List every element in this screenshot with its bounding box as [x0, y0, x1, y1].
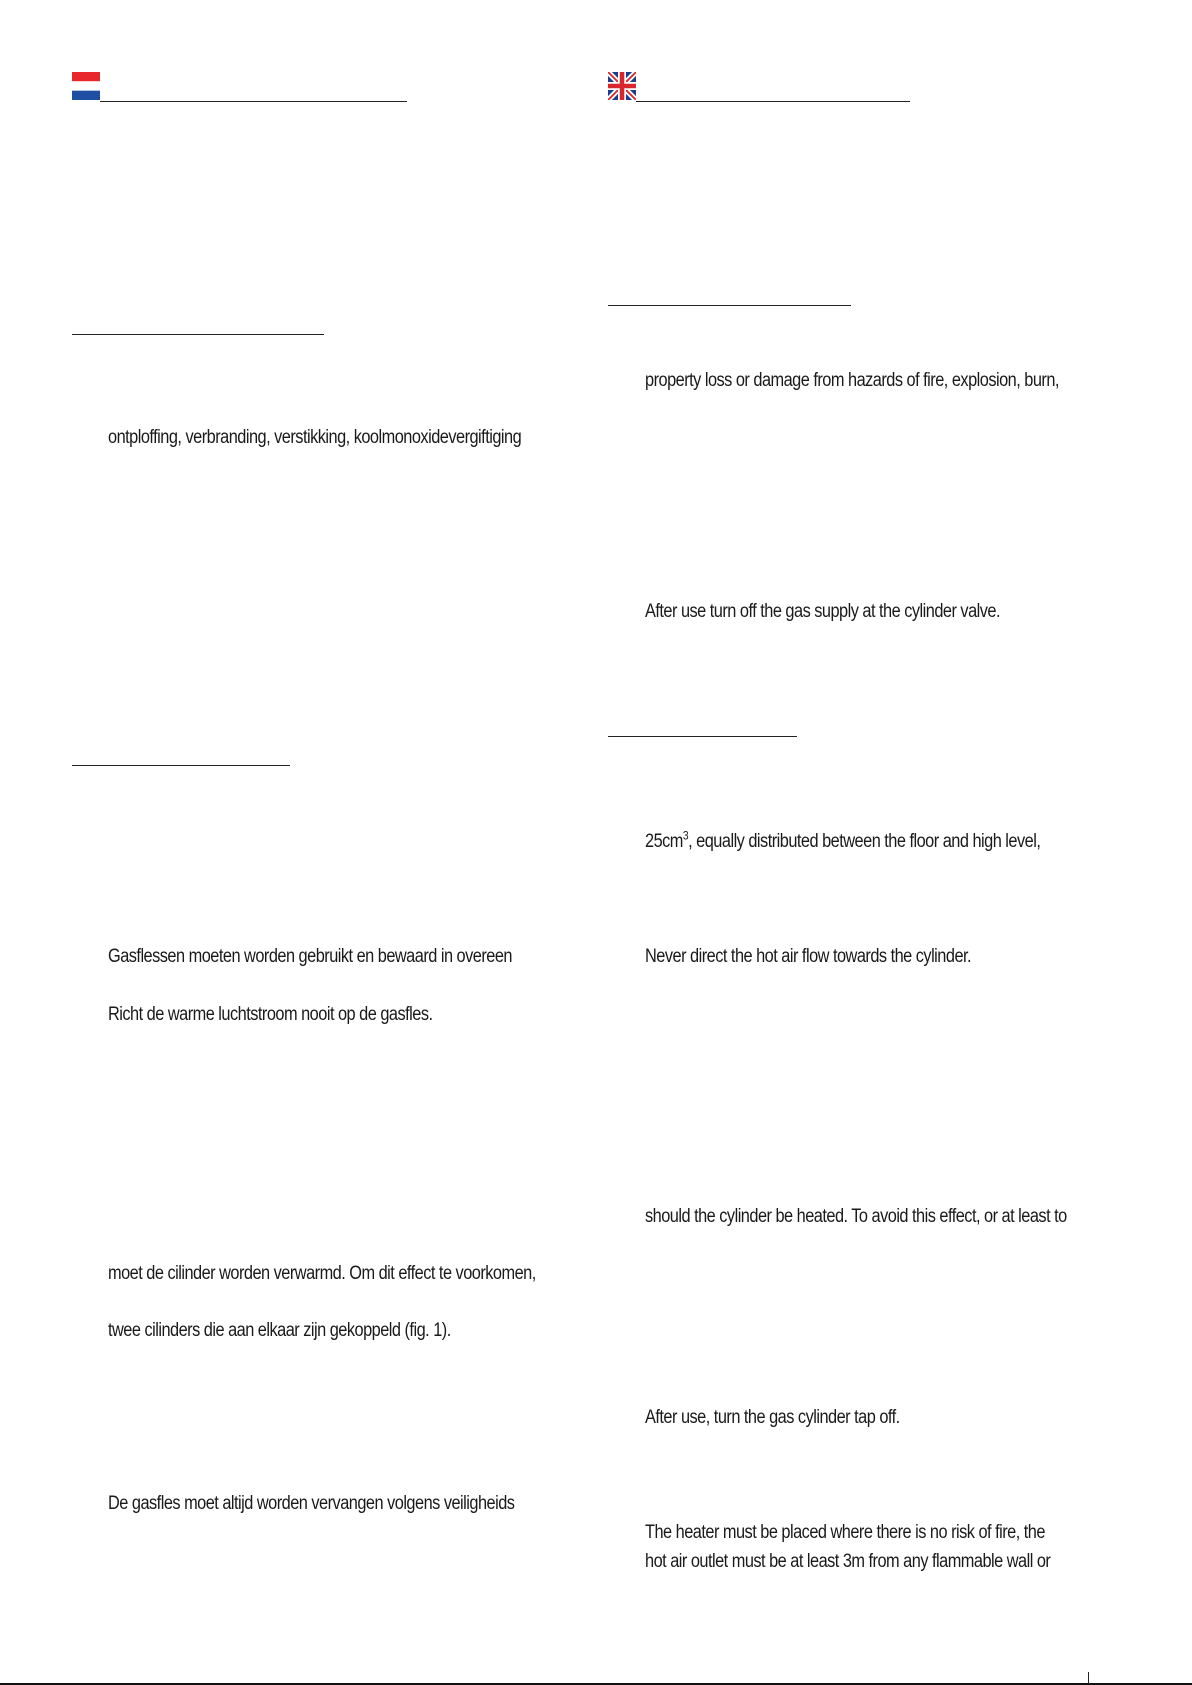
english-column	[596, 0, 1192, 1685]
section-rule	[608, 736, 797, 737]
section-rule	[72, 334, 324, 335]
text-line: should the cylinder be heated. To avoid this effect, or at least to	[645, 1206, 1067, 1227]
english-header-rule	[636, 101, 910, 102]
section-rule	[72, 765, 290, 766]
text-run: 25cm	[645, 831, 683, 852]
text-line: Gasflessen moeten worden gebruikt en bewaard in overeen	[108, 946, 512, 967]
dutch-header-rule	[100, 101, 407, 102]
superscript: 3	[682, 828, 689, 843]
text-line: After use turn off the gas supply at the cylinder valve.	[645, 601, 1001, 622]
text-run: , equally distributed between the floor and high level,	[688, 831, 1041, 852]
text-line: After use, turn the gas cylinder tap off.	[645, 1407, 900, 1428]
netherlands-flag-icon	[72, 72, 100, 100]
page-tick-mark	[1088, 1672, 1089, 1684]
text-line: De gasfles moet altijd worden vervangen volgens veiligheids	[108, 1493, 515, 1514]
united-kingdom-flag-icon	[608, 72, 636, 100]
text-line: property loss or damage from hazards of fire, explosion, burn,	[645, 370, 1059, 391]
text-line: hot air outlet must be at least 3m from any flammable wall or	[645, 1551, 1051, 1572]
text-line: moet de cilinder worden verwarmd. Om dit effect te voorkomen,	[108, 1263, 536, 1284]
text-line: The heater must be placed where there is no risk of fire, the	[645, 1522, 1045, 1543]
section-rule	[608, 305, 851, 306]
text-line: Never direct the hot air flow towards the cylinder.	[645, 946, 972, 967]
text-line	[645, 830, 1040, 854]
text-line: Richt de warme luchtstroom nooit op de gasfles.	[108, 1004, 433, 1025]
text-line: ontploffing, verbranding, verstikking, koolmonoxidevergiftiging	[108, 427, 522, 448]
text-line: twee cilinders die aan elkaar zijn gekoppeld (fig. 1).	[108, 1320, 451, 1341]
